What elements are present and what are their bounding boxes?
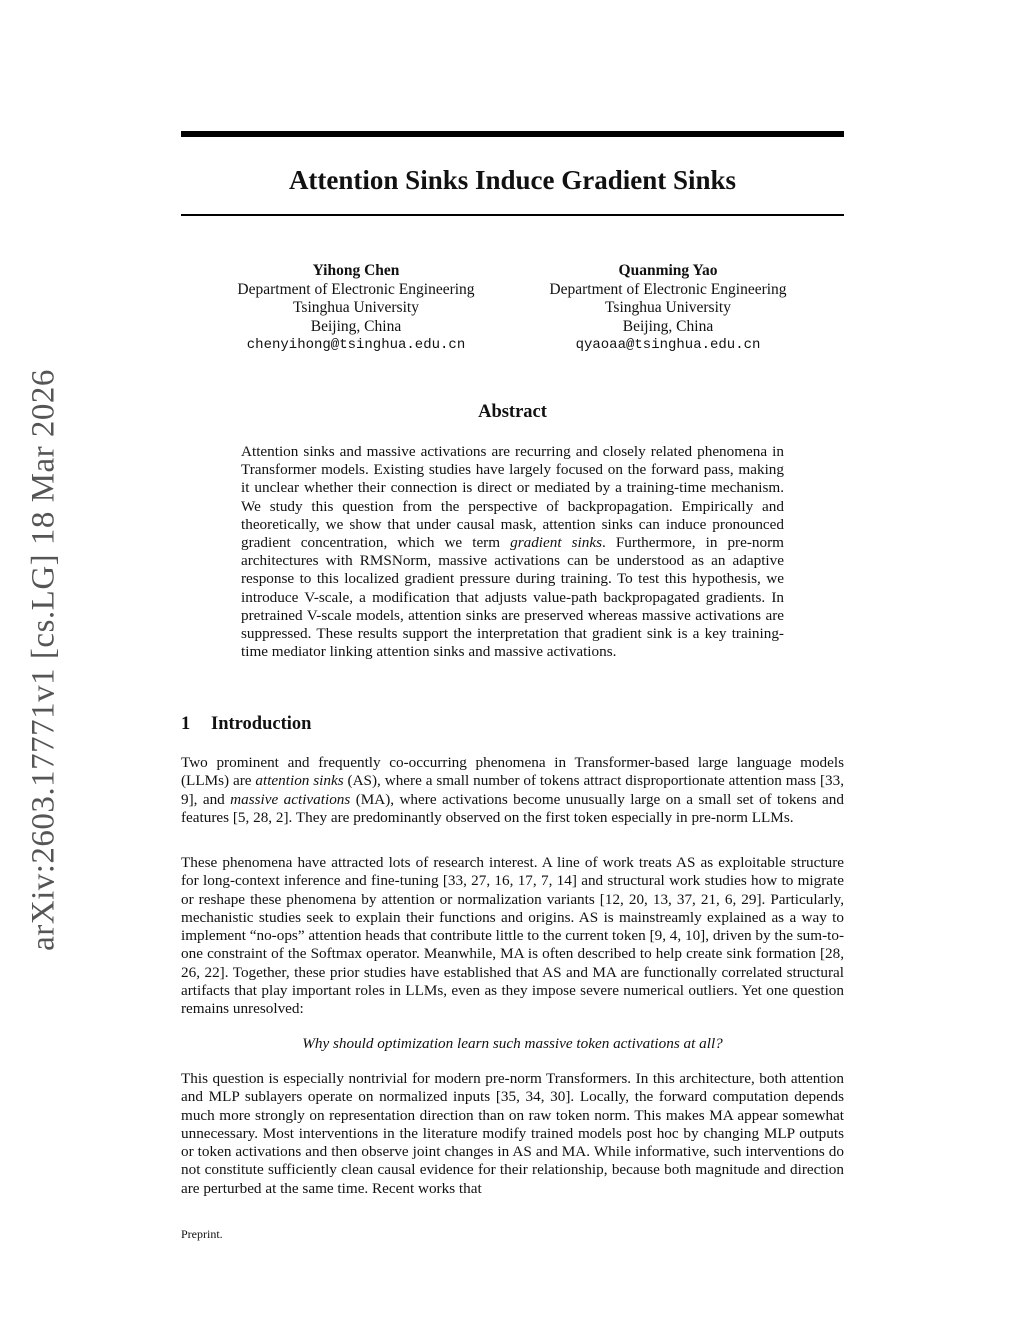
intro-paragraph xyxy=(181,754,844,827)
author-block xyxy=(518,262,818,355)
author-name: Yihong Chen xyxy=(312,262,400,279)
abstract-text-part: Attention sinks and massive activations are recurring and closely related phenomena in Transformer models. Existing studies have largely focused on the forward pass, making it unclear whether their connection is direct or mediated by a training-time mechanism. We study this question from the perspective of backpropagation. Empirically and theoretically, we show that under causal mask, attention sinks can induce pronounced gradient concentration, which we term xyxy=(241,443,784,552)
abstract-text-part: . Furthermore, in pre-norm architectures with RMSNorm, massive activations can be understood as an adaptive response to this localized gradient pressure during training. To test this hypothesis, we introduce V-scale, a modification that adjusts value-path backpropagated gradients. In pretrained V-scale models, attention sinks are preserved whereas massive activations are suppressed. These results support the interpretation that gradient sink is a key training-time mediator linking attention sinks and massive activations. xyxy=(241,534,784,661)
research-question: Why should optimization learn such massive token activations at all? xyxy=(302,1035,723,1052)
author-name: Quanming Yao xyxy=(618,262,718,279)
author-email[interactable]: chenyihong@tsinghua.edu.cn xyxy=(246,337,466,353)
abstract-text xyxy=(241,443,784,661)
paragraph-text: (MA), where activations become unusually large on a small set of tokens and features [5, 28, 2]. They are predominantly observed on the first token especially in pre-norm LLMs. xyxy=(181,790,844,826)
footer-note: Preprint. xyxy=(181,1227,223,1241)
paragraph-text: Two prominent and frequently co-occurring phenomena in Transformer-based large language models (LLMs) are xyxy=(181,754,844,790)
section-heading xyxy=(181,713,311,735)
abstract-heading: Abstract xyxy=(478,402,547,422)
author-block xyxy=(206,262,506,355)
intro-paragraph: These phenomena have attracted lots of research interest. A line of work treats AS as exploitable structure for long-context inference and fine-tuning [33, 27, 16, 17, 7, 14] and structural work studies how to migrate or reshape these phenomena by attention or normalization variants [12, 20, 13, 37, 21, 6, 29]. Particularly, mechanistic studies seek to explain their functions and origins. AS is mainstreamly explained as a way to implement “no-ops” attention heads that contribute little to the current token [9, 4, 10], driven by the sum-to-one constraint of the Softmax operator. Meanwhile, MA is often described to help create sink formation [28, 26, 22]. Together, these prior studies have established that AS and MA are functionally correlated structural artifacts that play important roles in LLMs, even as they impose severe numerical outliers. Yet one question remains unresolved: xyxy=(181,854,845,1018)
author-university: Tsinghua University xyxy=(293,299,419,316)
author-email[interactable]: qyaoaa@tsinghua.edu.cn xyxy=(575,337,761,353)
section-number: 1 xyxy=(181,714,191,734)
paper-title: Attention Sinks Induce Gradient Sinks xyxy=(288,165,737,195)
section-title: Introduction xyxy=(211,714,312,734)
author-location: Beijing, China xyxy=(310,317,402,335)
title-bottom-rule xyxy=(181,214,844,216)
author-department: Department of Electronic Engineering xyxy=(549,280,787,298)
term-attention-sinks: attention sinks xyxy=(255,772,344,790)
author-university: Tsinghua University xyxy=(605,299,731,316)
term-massive-activations: massive activations xyxy=(230,790,351,808)
author-location: Beijing, China xyxy=(622,317,714,335)
author-department: Department of Electronic Engineering xyxy=(237,280,475,298)
paragraph-text: (AS), where a small number of tokens attract disproportionate attention mass [33, 9], and xyxy=(181,772,844,808)
intro-paragraph: This question is especially nontrivial for modern pre-norm Transformers. In this architecture, both attention and MLP sublayers operate on normalized inputs [35, 34, 30]. Locally, the forward computation depends much more strongly on representation direction than on raw token norm. This makes MA appear somewhat unnecessary. Most interventions in the literature modify trained models post hoc by changing MLP outputs or token activations and then observe joint changes in AS and MA. While informative, such interventions do not constitute sufficiently clean causal evidence for their relationship, because both magnitude and direction are perturbed at the same time. Recent works that xyxy=(181,1070,844,1197)
arxiv-stamp-text: arXiv:2603.17771v1 [cs.LG] 18 Mar 2026 xyxy=(25,369,62,951)
title-top-rule xyxy=(181,131,844,137)
abstract-term: gradient sinks xyxy=(510,534,602,552)
